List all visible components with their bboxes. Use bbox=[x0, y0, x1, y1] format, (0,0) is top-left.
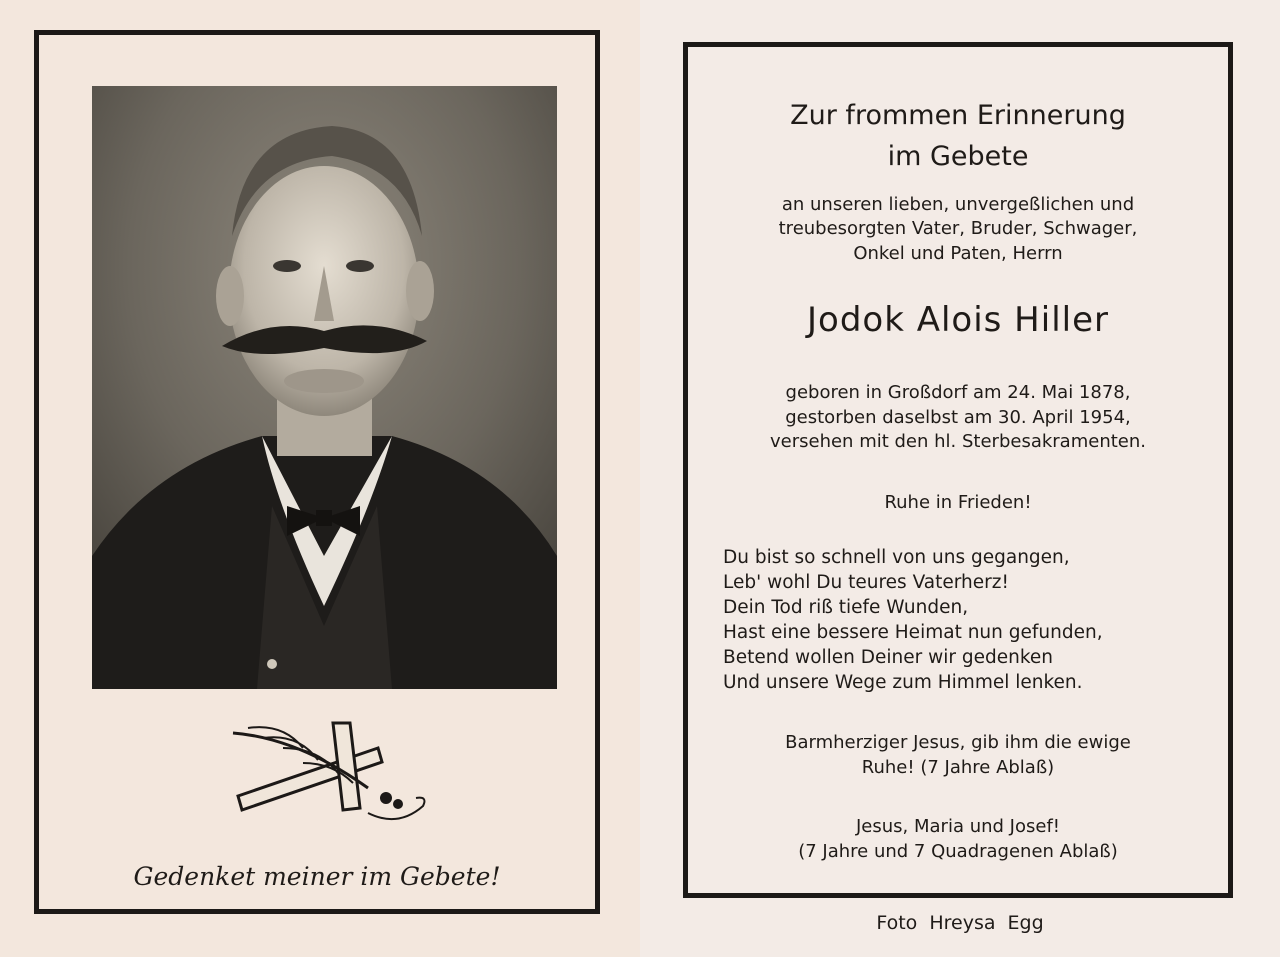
life-dates-line: geboren in Großdorf am 24. Mai 1878, bbox=[785, 382, 1131, 403]
prayer-line: (7 Jahre und 7 Quadragenen Ablaß) bbox=[798, 841, 1118, 862]
rest-in-peace: Ruhe in Frieden! bbox=[884, 492, 1032, 513]
heading-line-1: Zur frommen Erinnerung bbox=[790, 100, 1126, 131]
intro-line: Onkel und Paten, Herrn bbox=[853, 243, 1063, 264]
prayer-line: Barmherziger Jesus, gib ihm die ewige bbox=[785, 732, 1131, 753]
prayer-line: Ruhe! (7 Jahre Ablaß) bbox=[861, 757, 1055, 778]
intro-line: an unseren lieben, unvergeßlichen und bbox=[781, 194, 1135, 215]
poem-line: Hast eine bessere Heimat nun gefunden, bbox=[723, 622, 1103, 643]
life-dates-line: gestorben daselbst am 30. April 1954, bbox=[785, 407, 1131, 428]
poem-line: Und unsere Wege zum Himmel lenken. bbox=[723, 672, 1083, 693]
poem-line: Dein Tod riß tiefe Wunden, bbox=[723, 597, 969, 618]
memorial-card-back bbox=[640, 0, 1280, 957]
poem-line: Betend wollen Deiner wir gedenken bbox=[723, 647, 1054, 668]
life-dates-line: versehen mit den hl. Sterbesakramenten. bbox=[770, 431, 1146, 452]
heading-line-2: im Gebete bbox=[887, 141, 1029, 172]
deceased-name: Jodok Alois Hiller bbox=[807, 300, 1109, 340]
intro-line: treubesorgten Vater, Bruder, Schwager, bbox=[778, 218, 1138, 239]
remembrance-caption: Gedenket meiner im Gebete! bbox=[133, 862, 501, 891]
prayer-line: Jesus, Maria und Josef! bbox=[856, 816, 1060, 837]
portrait-illustration bbox=[92, 86, 557, 689]
poem-line: Du bist so schnell von uns gegangen, bbox=[723, 547, 1070, 568]
poem-line: Leb' wohl Du teures Vaterherz! bbox=[723, 572, 1009, 593]
cross-and-palm-icon bbox=[228, 718, 438, 830]
portrait-photo bbox=[92, 86, 557, 689]
photo-credit: Foto Hreysa Egg bbox=[876, 912, 1044, 934]
